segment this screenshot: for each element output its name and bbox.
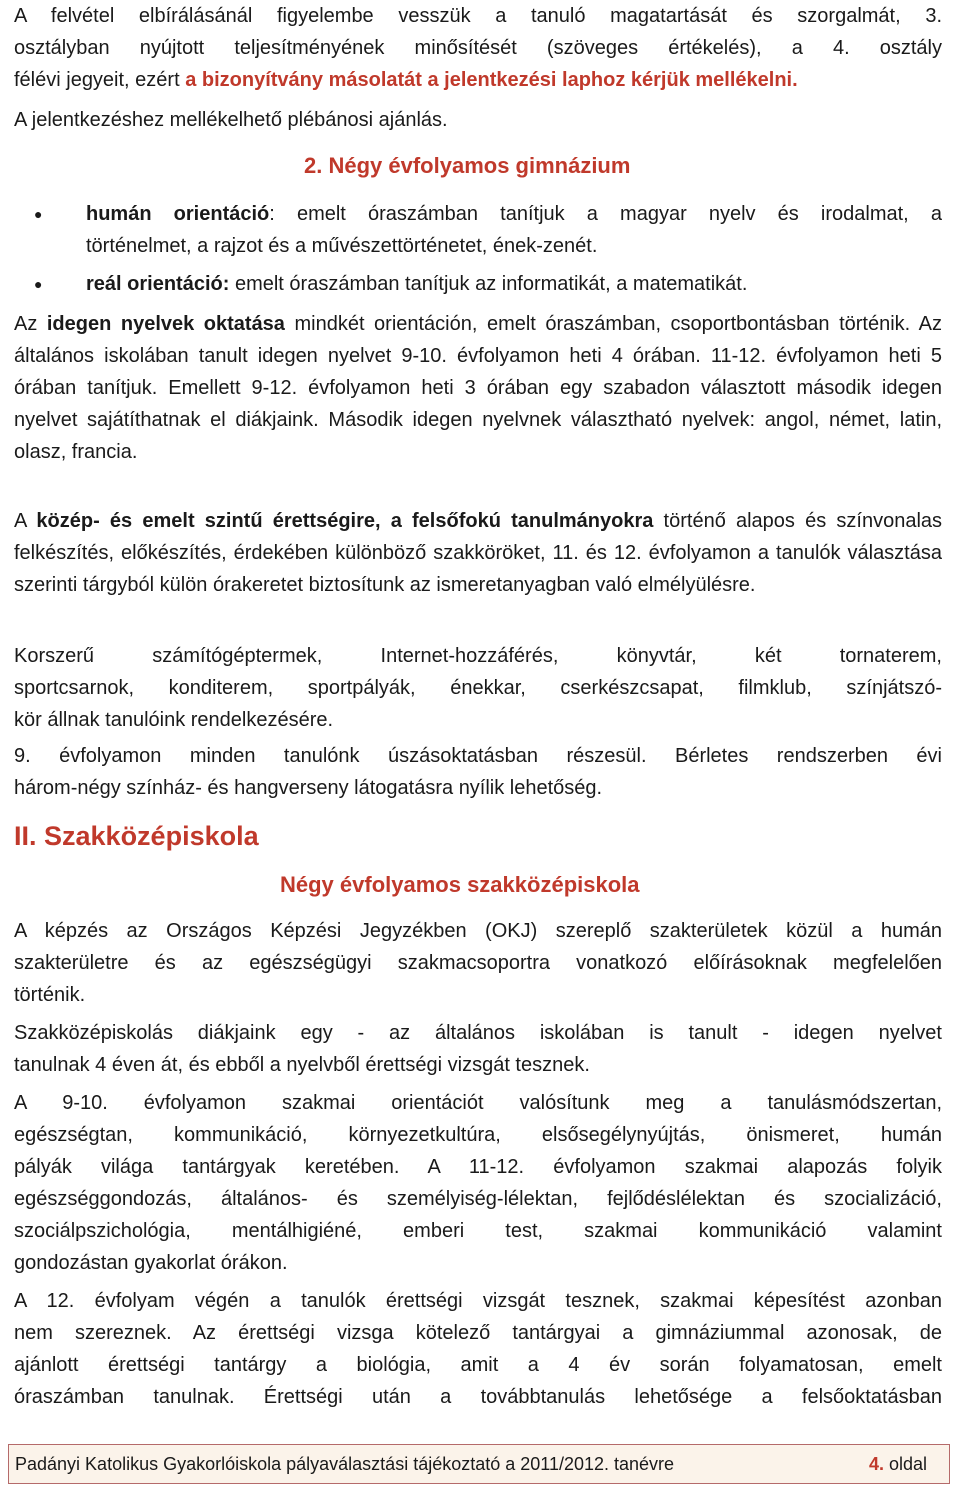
graduation-paragraph: A 12. évfolyam végén a tanulók érettségi vizsgát tesznek, szakmai képesítést azonban nem szereznek. Az érettségi vizsga kötelező tantárgyai a gimnáziummal azonosak, de ajánlott érettségi tantárgy a biológia, amit a 4 év során folyamatosan, emelt óraszámban tanulnak. Érettségi után a továbbtanulás lehetősége a felsőoktatásban <box>14 1290 942 1408</box>
language-paragraph: Az idegen nyelvek oktatása mindkét orientáción, emelt óraszámban, csoportbontásban történik. Az általános iskolában tanult idegen nyelvet 9-10. évfolyamon heti 4 órában. 11-12. évfolyamon heti 5 órában tanítjuk. Emellett 9-12. évfolyamon heti 3 órában egy szabadon választott második idegen nyelvet sajátíthatnak el diákjaink. Második idegen nyelvnek választható nyelvek: angol, német, latin, olasz, francia. <box>14 313 942 463</box>
preparation-paragraph: A közép- és emelt szintű érettségire, a felsőfokú tanulmányokra történő alapos és színvonalas felkészítés, előkészítés, érdekében különböző szakköröket, 11. és 12. évfolyamon a tanulók választása szerinti tárgyból külön órakeretet biztosítunk az ismeretanyagban való elmélyülésre. <box>14 510 943 596</box>
footer-title: Padányi Katolikus Gyakorlóiskola pályaválasztási tájékoztató a 2011/2012. tanévre <box>15 1453 675 1474</box>
gymnasium-heading: 2. Négy évfolyamos gimnázium <box>304 153 631 178</box>
bullet-icon: ● <box>34 206 43 222</box>
curriculum-paragraph: A 9-10. évfolyamon szakmai orientációt valósítunk meg a tanulásmódszertan, egészségtan, kommunikáció, környezetkultúra, elsősegélynyújtás, önismeret, humán pályák világa tantárgyak keretében. A 11-12. évfolyamon szakmai alapozás folyik egészséggondozás, általános- és személyiség-lélektan, fejlődéslélektan és szocializáció, szociálpszichológia, mentálhigiéné, emberi test, szakmai kommunikáció valamint gondozástan gyakorlat órákon. <box>14 1092 942 1274</box>
recommendation-note: A jelentkezéshez mellékelhető plébánosi ajánlás. <box>14 109 448 131</box>
list-item: ● reál orientáció: emelt óraszámban tanítjuk az informatikát, a matematikát. <box>14 268 942 300</box>
page-footer <box>8 1444 950 1484</box>
text-line: A felvétel elbírálásánál figyelembe vesszük a tanuló magatartását és szorgalmát, 3. <box>14 5 942 27</box>
training-paragraph: A képzés az Országos Képzési Jegyzékben (OKJ) szereplő szakterületek közül a humán szakterületre és az egészségügyi szakmacsoportra vonatkozó előírásoknak megfelelően történik. <box>14 920 942 1006</box>
admission-paragraph <box>14 0 942 96</box>
list-item: ● humán orientáció: emelt óraszámban tanítjuk a magyar nyelv és irodalmat, a történelmet, a rajzot és a művészettörténetet, ének-zenét. <box>14 198 942 262</box>
text-line: félévi jegyeit, ezért a bizonyítvány másolatát a jelentkezési laphoz kérjük mellékelni. <box>14 69 798 91</box>
students-language-paragraph: Szakközépiskolás diákjaink egy - az általános iskolában is tanult - idegen nyelvet tanulnak 4 éven át, és ebből a nyelvből érettségi vizsgát tesznek. <box>14 1022 942 1076</box>
page-number: 4. oldal <box>868 1453 927 1474</box>
facilities-paragraph: Korszerű számítógéptermek, Internet-hozzáférés, könyvtár, két tornaterem, sportcsarnok, konditerem, sportpályák, énekkar, cserkészcsapat, filmklub, színjátszó- kör állnak tanulóink rendelkezésére. <box>14 645 942 731</box>
vocational-heading: Négy évfolyamos szakközépiskola <box>280 872 640 897</box>
swimming-paragraph: 9. évfolyamon minden tanulónk úszásoktatásban részesül. Bérletes rendszerben évi három-négy színház- és hangverseny látogatásra nyílik lehetőség. <box>14 745 942 799</box>
text-line: osztályban nyújtott teljesítményének minősítését (szöveges értékelés), a 4. osztály <box>14 37 942 59</box>
orientation-list <box>14 198 942 300</box>
emphasis-text: a bizonyítvány másolatát a jelentkezési laphoz kérjük mellékelni. <box>185 69 798 91</box>
bullet-icon: ● <box>34 276 43 292</box>
section-title: II. Szakközépiskola <box>14 821 259 851</box>
